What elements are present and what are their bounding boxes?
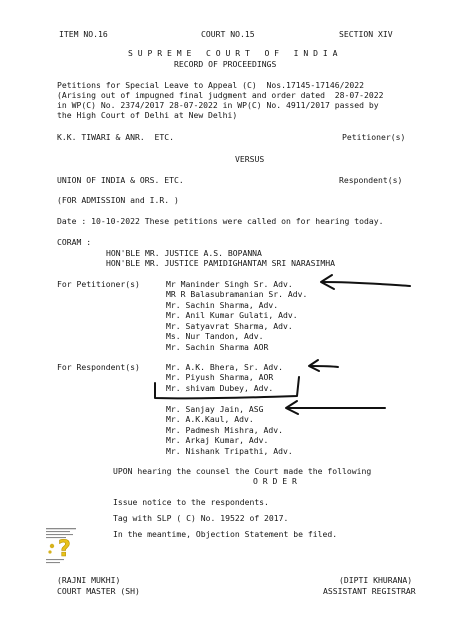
hearing-date: Date : 10-10-2022 These petitions were called on for hearing today. bbox=[57, 216, 384, 226]
versus-label: VERSUS bbox=[235, 154, 265, 164]
respondent-counsel: Mr. A.K.Kaul, Adv. bbox=[166, 414, 254, 424]
petitioner-counsel: Mr Maninder Singh Sr. Adv. bbox=[166, 279, 293, 289]
coram-judge-1: HON'BLE MR. JUSTICE A.S. BOPANNA bbox=[106, 248, 262, 258]
respondent-counsel: Mr. A.K. Bhera, Sr. Adv. bbox=[166, 362, 283, 372]
order-line-3: In the meantime, Objection Statement be filed. bbox=[113, 529, 338, 539]
left-signatory-name: (RAJNI MUKHI) bbox=[57, 575, 121, 585]
petition-line-3: in WP(C) No. 2374/2017 28-07-2022 in WP(C) No. 4911/2017 passed by bbox=[57, 100, 379, 110]
respondent-counsel: Mr. shivam Dubey, Adv. bbox=[166, 383, 274, 393]
court-name: S U P R E M E C O U R T O F I N D I A bbox=[128, 48, 338, 58]
for-petitioners-label: For Petitioner(s) bbox=[57, 279, 140, 289]
respondent-counsel: Mr. Nishank Tripathi, Adv. bbox=[166, 446, 293, 456]
record-title: RECORD OF PROCEEDINGS bbox=[174, 59, 277, 69]
petitioner-counsel: Ms. Nur Tandon, Adv. bbox=[166, 331, 264, 341]
order-line-1: Issue notice to the respondents. bbox=[113, 497, 269, 507]
petitioner-counsel: Mr. Sachin Sharma AOR bbox=[166, 342, 269, 352]
petition-line-2: (Arising out of impugned final judgment and order dated 28-07-2022 bbox=[57, 90, 384, 100]
court-number: COURT NO.15 bbox=[201, 29, 255, 39]
petitioner-counsel: Mr. Anil Kumar Gulati, Adv. bbox=[166, 310, 298, 320]
respondent-counsel: Mr. Sanjay Jain, ASG bbox=[166, 404, 264, 414]
coram-judge-2: HON'BLE MR. JUSTICE PAMIDIGHANTAM SRI NARASIMHA bbox=[106, 258, 336, 268]
order-intro: UPON hearing the counsel the Court made the following bbox=[113, 466, 372, 476]
respondent-role: Respondent(s) bbox=[339, 175, 403, 185]
right-signatory-name: (DIPTI KHURANA) bbox=[339, 575, 413, 585]
bracket-mark bbox=[155, 377, 299, 398]
petitioner-counsel: MR R Balasubramanian Sr. Adv. bbox=[166, 289, 308, 299]
order-line-2: Tag with SLP ( C) No. 19522 of 2017. bbox=[113, 513, 289, 523]
order-title: O R D E R bbox=[253, 476, 297, 486]
for-respondents-label: For Respondent(s) bbox=[57, 362, 140, 372]
question-mark-icon: ? bbox=[58, 537, 71, 562]
petitioner-name: K.K. TIWARI & ANR. ETC. bbox=[57, 132, 174, 142]
arrow-icon bbox=[310, 366, 338, 367]
respondent-counsel: Mr. Padmesh Mishra, Adv. bbox=[166, 425, 283, 435]
petition-line-1: Petitions for Special Leave to Appeal (C) Nos.17145-17146/2022 bbox=[57, 80, 364, 90]
right-signatory-title: ASSISTANT REGISTRAR bbox=[323, 586, 416, 596]
respondent-counsel: Mr. Piyush Sharma, AOR bbox=[166, 372, 274, 382]
coram-label: CORAM : bbox=[57, 237, 92, 247]
petitioner-role: Petitioner(s) bbox=[342, 132, 406, 142]
petition-line-4: the High Court of Delhi at New Delhi) bbox=[57, 110, 238, 120]
respondent-name: UNION OF INDIA & ORS. ETC. bbox=[57, 175, 184, 185]
item-number: ITEM NO.16 bbox=[59, 29, 108, 39]
respondent-counsel: Mr. Arkaj Kumar, Adv. bbox=[166, 435, 269, 445]
arrow-icon bbox=[322, 282, 410, 286]
admission-note: (FOR ADMISSION and I.R. ) bbox=[57, 195, 179, 205]
petitioner-counsel: Mr. Satyavrat Sharma, Adv. bbox=[166, 321, 293, 331]
left-signatory-title: COURT MASTER (SH) bbox=[57, 586, 140, 596]
section-label: SECTION XIV bbox=[339, 29, 393, 39]
petitioner-counsel: Mr. Sachin Sharma, Adv. bbox=[166, 300, 279, 310]
